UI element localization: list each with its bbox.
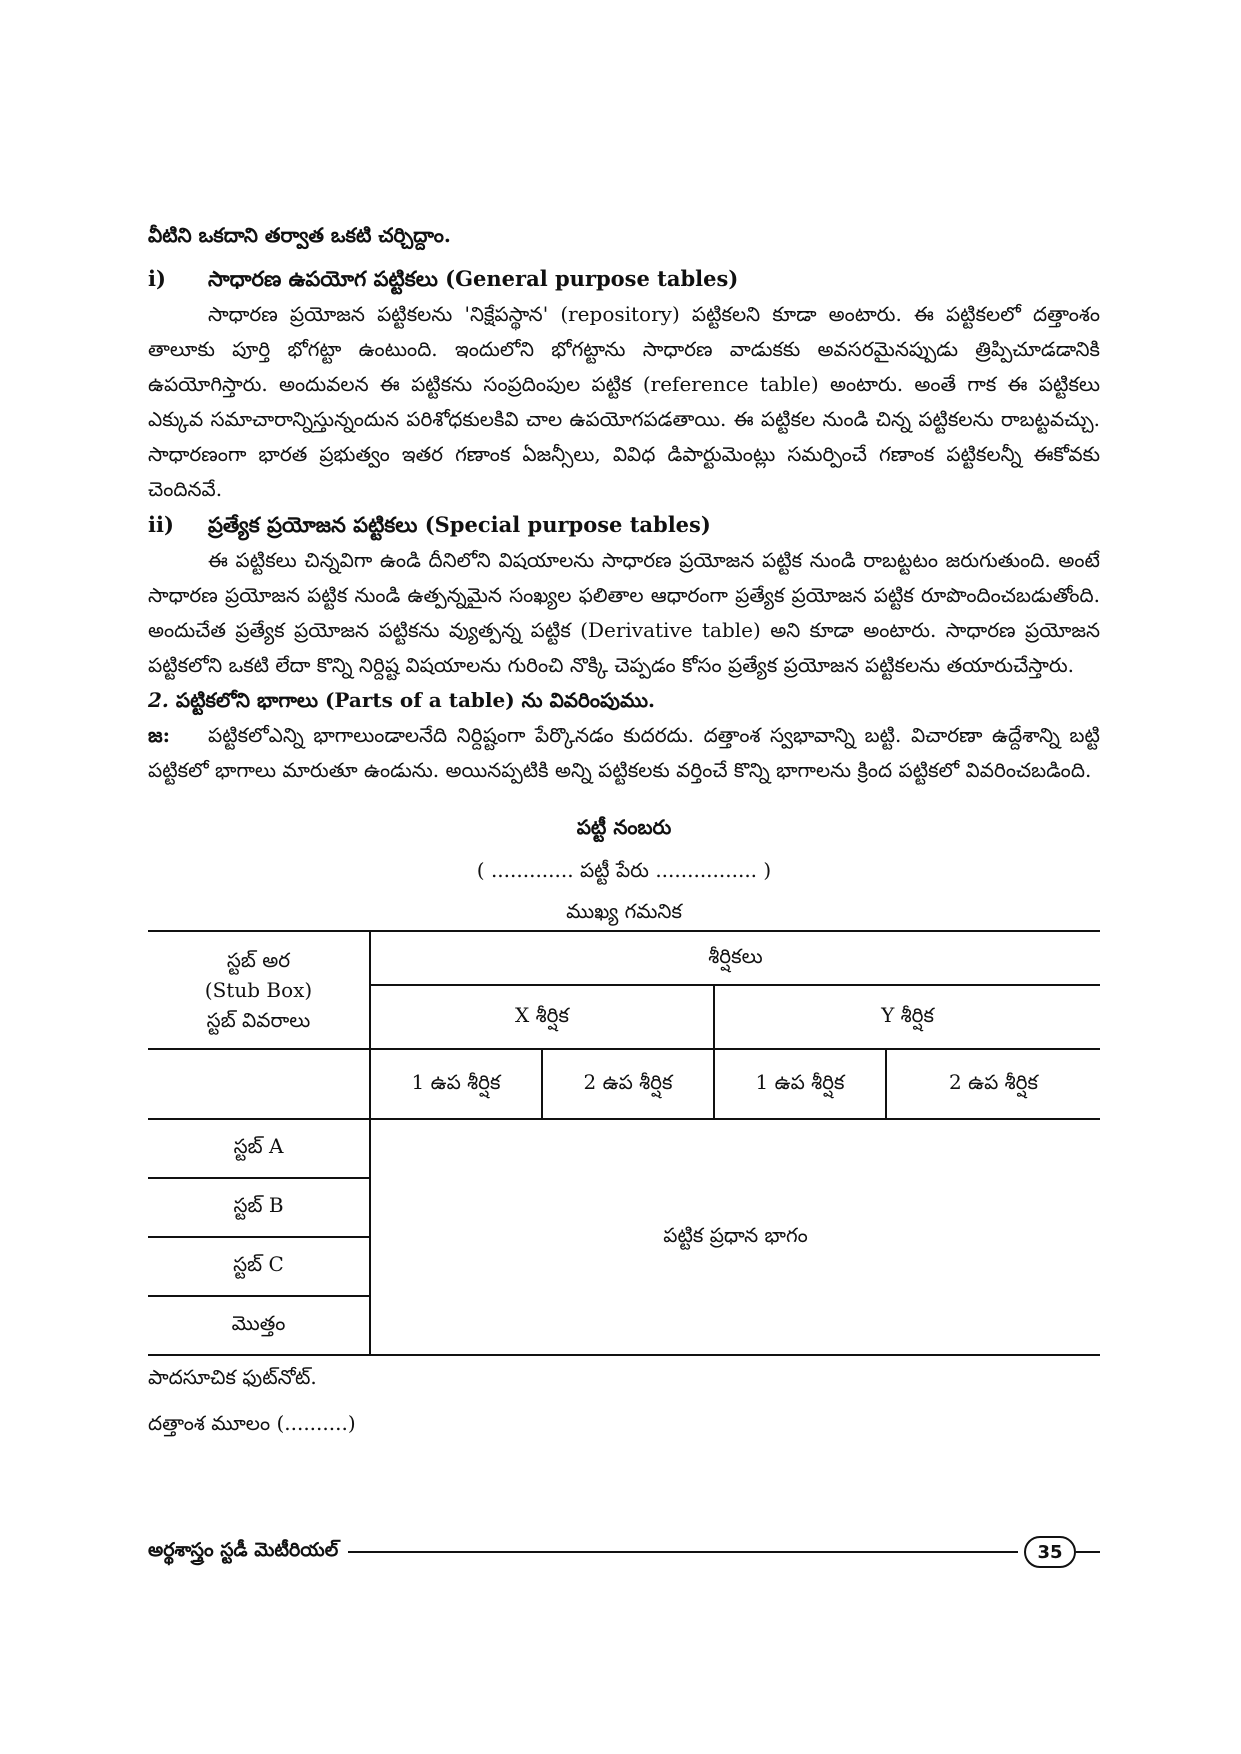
section1-title: సాధారణ ఉపయోగ పట్టికలు (General purpose tables) [208, 266, 739, 291]
stub-cell: స్టబ్ C [148, 1237, 370, 1296]
sub-caption-cell: 1 ఉప శీర్షిక [370, 1049, 542, 1119]
table-head-note: ముఖ్య గమనిక [566, 899, 682, 923]
footer-rule [348, 1551, 1018, 1553]
section2-heading [148, 507, 1100, 543]
y-caption-cell: Y శీర్షిక [714, 985, 1100, 1049]
footer-rule-tail [1076, 1551, 1100, 1553]
footnote-text: పాదసూచిక ఫుట్‌నోట్. [148, 1365, 317, 1389]
table-structure [148, 930, 1100, 1356]
stub-cell: స్టబ్ A [148, 1119, 370, 1178]
answer-label: జ: [148, 723, 171, 747]
captions-cell: శీర్షికలు [370, 931, 1100, 985]
answer-paragraph [148, 718, 1100, 788]
stub-box-line2: (Stub Box) [204, 978, 313, 1002]
stub-box-cell [148, 931, 370, 1049]
page-content [148, 218, 1100, 1440]
source-text: దత్తాంశ మూలం (..........) [148, 1411, 356, 1435]
table-title: పట్టీ నంబరు [576, 815, 672, 839]
section1-number: i) [148, 266, 166, 291]
stub-cell: స్టబ్ B [148, 1178, 370, 1237]
section2-body: ఈ పట్టికలు చిన్నవిగా ఉండి దీనిలోని విషయాలను సాధారణ ప్రయోజన పట్టిక నుండి రాబట్టటం జరుగుతుంది. అంటే సాధారణ ప్రయోజన పట్టిక నుండి ఉత్పన్నమైన సంఖ్యల ఫలితాల ఆధారంగా ప్రత్యేక ప్రయోజన పట్టిక రూపొందించబడుతోంది. అందుచేత ప్రత్యేక ప్రయోజన పట్టికను వ్యుత్పన్న పట్టిక (Derivative table) అని కూడా అంటారు. సాధారణ ప్రయోజన పట్టికలోని ఒకటి లేదా కొన్ని నిర్దిష్ట విషయాలను గురించి నొక్కి చెప్పడం కోసం ప్రత్యేక ప్రయోజన పట్టికలను తయారుచేస్తారు. [148, 548, 1100, 677]
page-footer [148, 1532, 1100, 1572]
section1-body: సాధారణ ప్రయోజన పట్టికలను 'నిక్షేపస్థాన' (repository) పట్టికలని కూడా అంటారు. ఈ పట్టికలలో దత్తాంశం తాలూకు పూర్తి భోగట్టా ఉంటుంది. ఇందులోని భోగట్టాను సాధారణ వాడుకకు అవసరమైనప్పుడు త్రిప్పిచూడడానికి ఉపయోగిస్తారు. అందువలన ఈ పట్టికను సంప్రదింపుల పట్టిక (reference table) అంటారు. అంతే గాక ఈ పట్టికలు ఎక్కువ సమాచారాన్నిస్తున్నందున పరిశోధకులకివి చాల ఉపయోగపడతాయి. ఈ పట్టికల నుండి చిన్న పట్టికలను రాబట్టవచ్చు. సాధారణంగా భారత ప్రభుత్వం ఇతర గణాంక ఏజన్సీలు, వివిధ డిపార్టుమెంట్లు సమర్పించే గణాంక పట్టికలన్నీ ఈకోవకు చెందినవే. [148, 302, 1100, 501]
x-caption-cell: X శీర్షిక [370, 985, 714, 1049]
question-heading [148, 683, 1100, 718]
stub-box-line3: స్టబ్ వివరాలు [206, 1008, 311, 1032]
sub-caption-blank-cell [148, 1049, 370, 1119]
table-body-cell: పట్టిక ప్రధాన భాగం [370, 1119, 1100, 1355]
sub-caption-cell: 2 ఉప శీర్షిక [542, 1049, 714, 1119]
section2-number: ii) [148, 512, 174, 537]
section2-title: ప్రత్యేక ప్రయోజన పట్టికలు (Special purpose tables) [208, 512, 711, 537]
question-number: 2. [148, 688, 169, 712]
page-number: 35 [1024, 1536, 1076, 1568]
question-text: పట్టికలోని భాగాలు (Parts of a table) ను వివరింపుము. [175, 688, 656, 712]
intro-text: వీటిని ఒకదాని తర్వాత ఒకటి చర్చిద్దాం. [148, 223, 451, 247]
section1-heading [148, 261, 1100, 297]
footer-title: అర్థశాస్త్రం స్టడీ మెటీరియల్ [148, 1538, 339, 1561]
sub-caption-cell: 1 ఉప శీర్షిక [714, 1049, 886, 1119]
answer-text: పట్టికలోఎన్ని భాగాలుండాలనేది నిర్దిష్టంగా పేర్కొనడం కుదరదు. దత్తాంశ స్వభావాన్ని బట్టి. విచారణా ఉద్దేశాన్ని బట్టి పట్టికలో భాగాలు మారుతూ ఉండును. అయినప్పటికి అన్ని పట్టికలకు వర్తించే కొన్ని భాగాలను క్రింద పట్టికలో వివరించబడింది. [148, 723, 1100, 782]
sub-caption-cell: 2 ఉప శీర్షిక [886, 1049, 1100, 1119]
stub-box-line1: స్టబ్ అర [226, 948, 291, 972]
stub-cell-total: మొత్తం [148, 1296, 370, 1355]
table-name: ( ............. పట్టీ పేరు ................ ) [476, 858, 772, 882]
